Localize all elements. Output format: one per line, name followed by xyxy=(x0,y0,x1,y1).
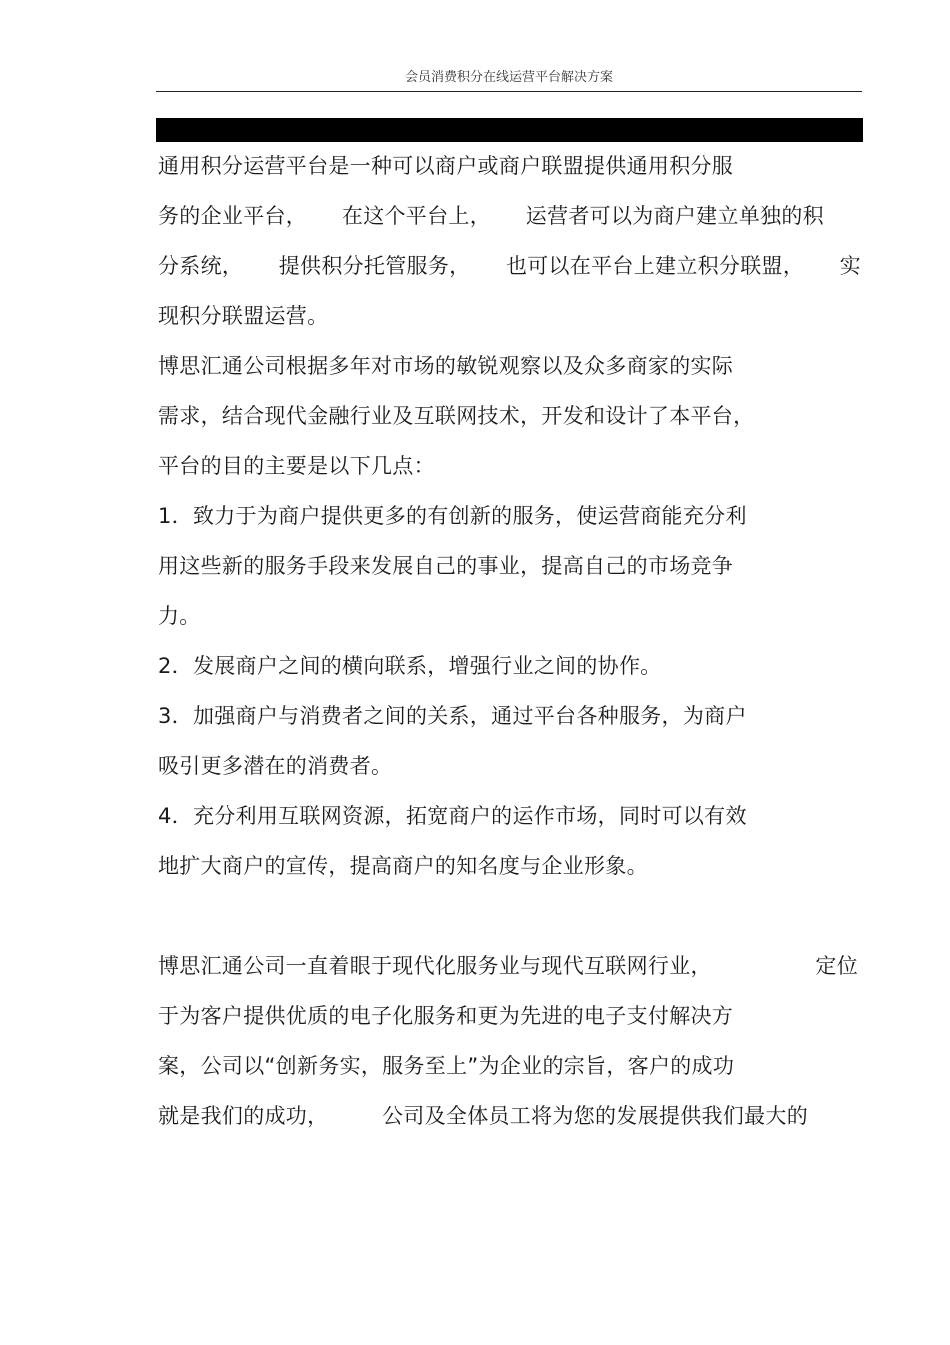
body-line-segment: 也可以在平台上建立积分联盟， xyxy=(505,254,805,278)
body-line-segment: 定位 xyxy=(815,954,858,978)
body-line xyxy=(158,952,858,980)
body-line xyxy=(158,252,861,280)
body-line xyxy=(158,1102,808,1130)
body-line-segment: 务的企业平台， xyxy=(158,204,308,228)
body-line-segment: 分系统， xyxy=(158,254,244,278)
body-line xyxy=(158,202,824,230)
black-redaction-bar xyxy=(156,118,863,142)
body-line-segment: 公司及全体员工将为您的发展提供我们最大的 xyxy=(382,1104,808,1128)
body-line-segment: 提供积分托管服务， xyxy=(278,254,471,278)
list-item-1: 1．致力于为商户提供更多的有创新的服务，使运营商能充分利 xyxy=(158,504,747,528)
body-line-segment: 博思汇通公司一直着眼于现代化服务业与现代互联网行业， xyxy=(158,954,712,978)
body-line: 平台的目的主要是以下几点： xyxy=(158,454,435,478)
body-line-segment: 运营者可以为商户建立单独的积 xyxy=(525,204,824,228)
list-item-4: 4．充分利用互联网资源，拓宽商户的运作市场，同时可以有效 xyxy=(158,804,747,828)
list-item-2: 2．发展商户之间的横向联系，增强行业之间的协作。 xyxy=(158,654,662,678)
body-line: 吸引更多潜在的消费者。 xyxy=(158,754,393,778)
body-line-segment: 实 xyxy=(839,254,861,278)
body-line: 地扩大商户的宣传，提高商户的知名度与企业形象。 xyxy=(158,854,648,878)
body-line: 通用积分运营平台是一种可以商户或商户联盟提供通用积分服 xyxy=(158,154,734,178)
body-line: 现积分联盟运营。 xyxy=(158,304,329,328)
body-line: 案，公司以“创新务实，服务至上”为企业的宗旨，客户的成功 xyxy=(158,1054,735,1078)
body-line: 力。 xyxy=(158,604,201,628)
page-header-title: 会员消费积分在线运营平台解决方案 xyxy=(404,70,613,85)
body-line: 用这些新的服务手段来发展自己的事业，提高自己的市场竞争 xyxy=(158,554,734,578)
body-line: 需求，结合现代金融行业及互联网技术，开发和设计了本平台， xyxy=(158,404,755,428)
body-line: 于为客户提供优质的电子化服务和更为先进的电子支付解决方 xyxy=(158,1004,734,1028)
body-line-segment: 就是我们的成功， xyxy=(158,1104,329,1128)
body-line-segment: 在这个平台上， xyxy=(341,204,491,228)
header-divider xyxy=(156,91,862,92)
body-line: 博思汇通公司根据多年对市场的敏锐观察以及众多商家的实际 xyxy=(158,354,734,378)
list-item-3: 3．加强商户与消费者之间的关系，通过平台各种服务，为商户 xyxy=(158,704,747,728)
